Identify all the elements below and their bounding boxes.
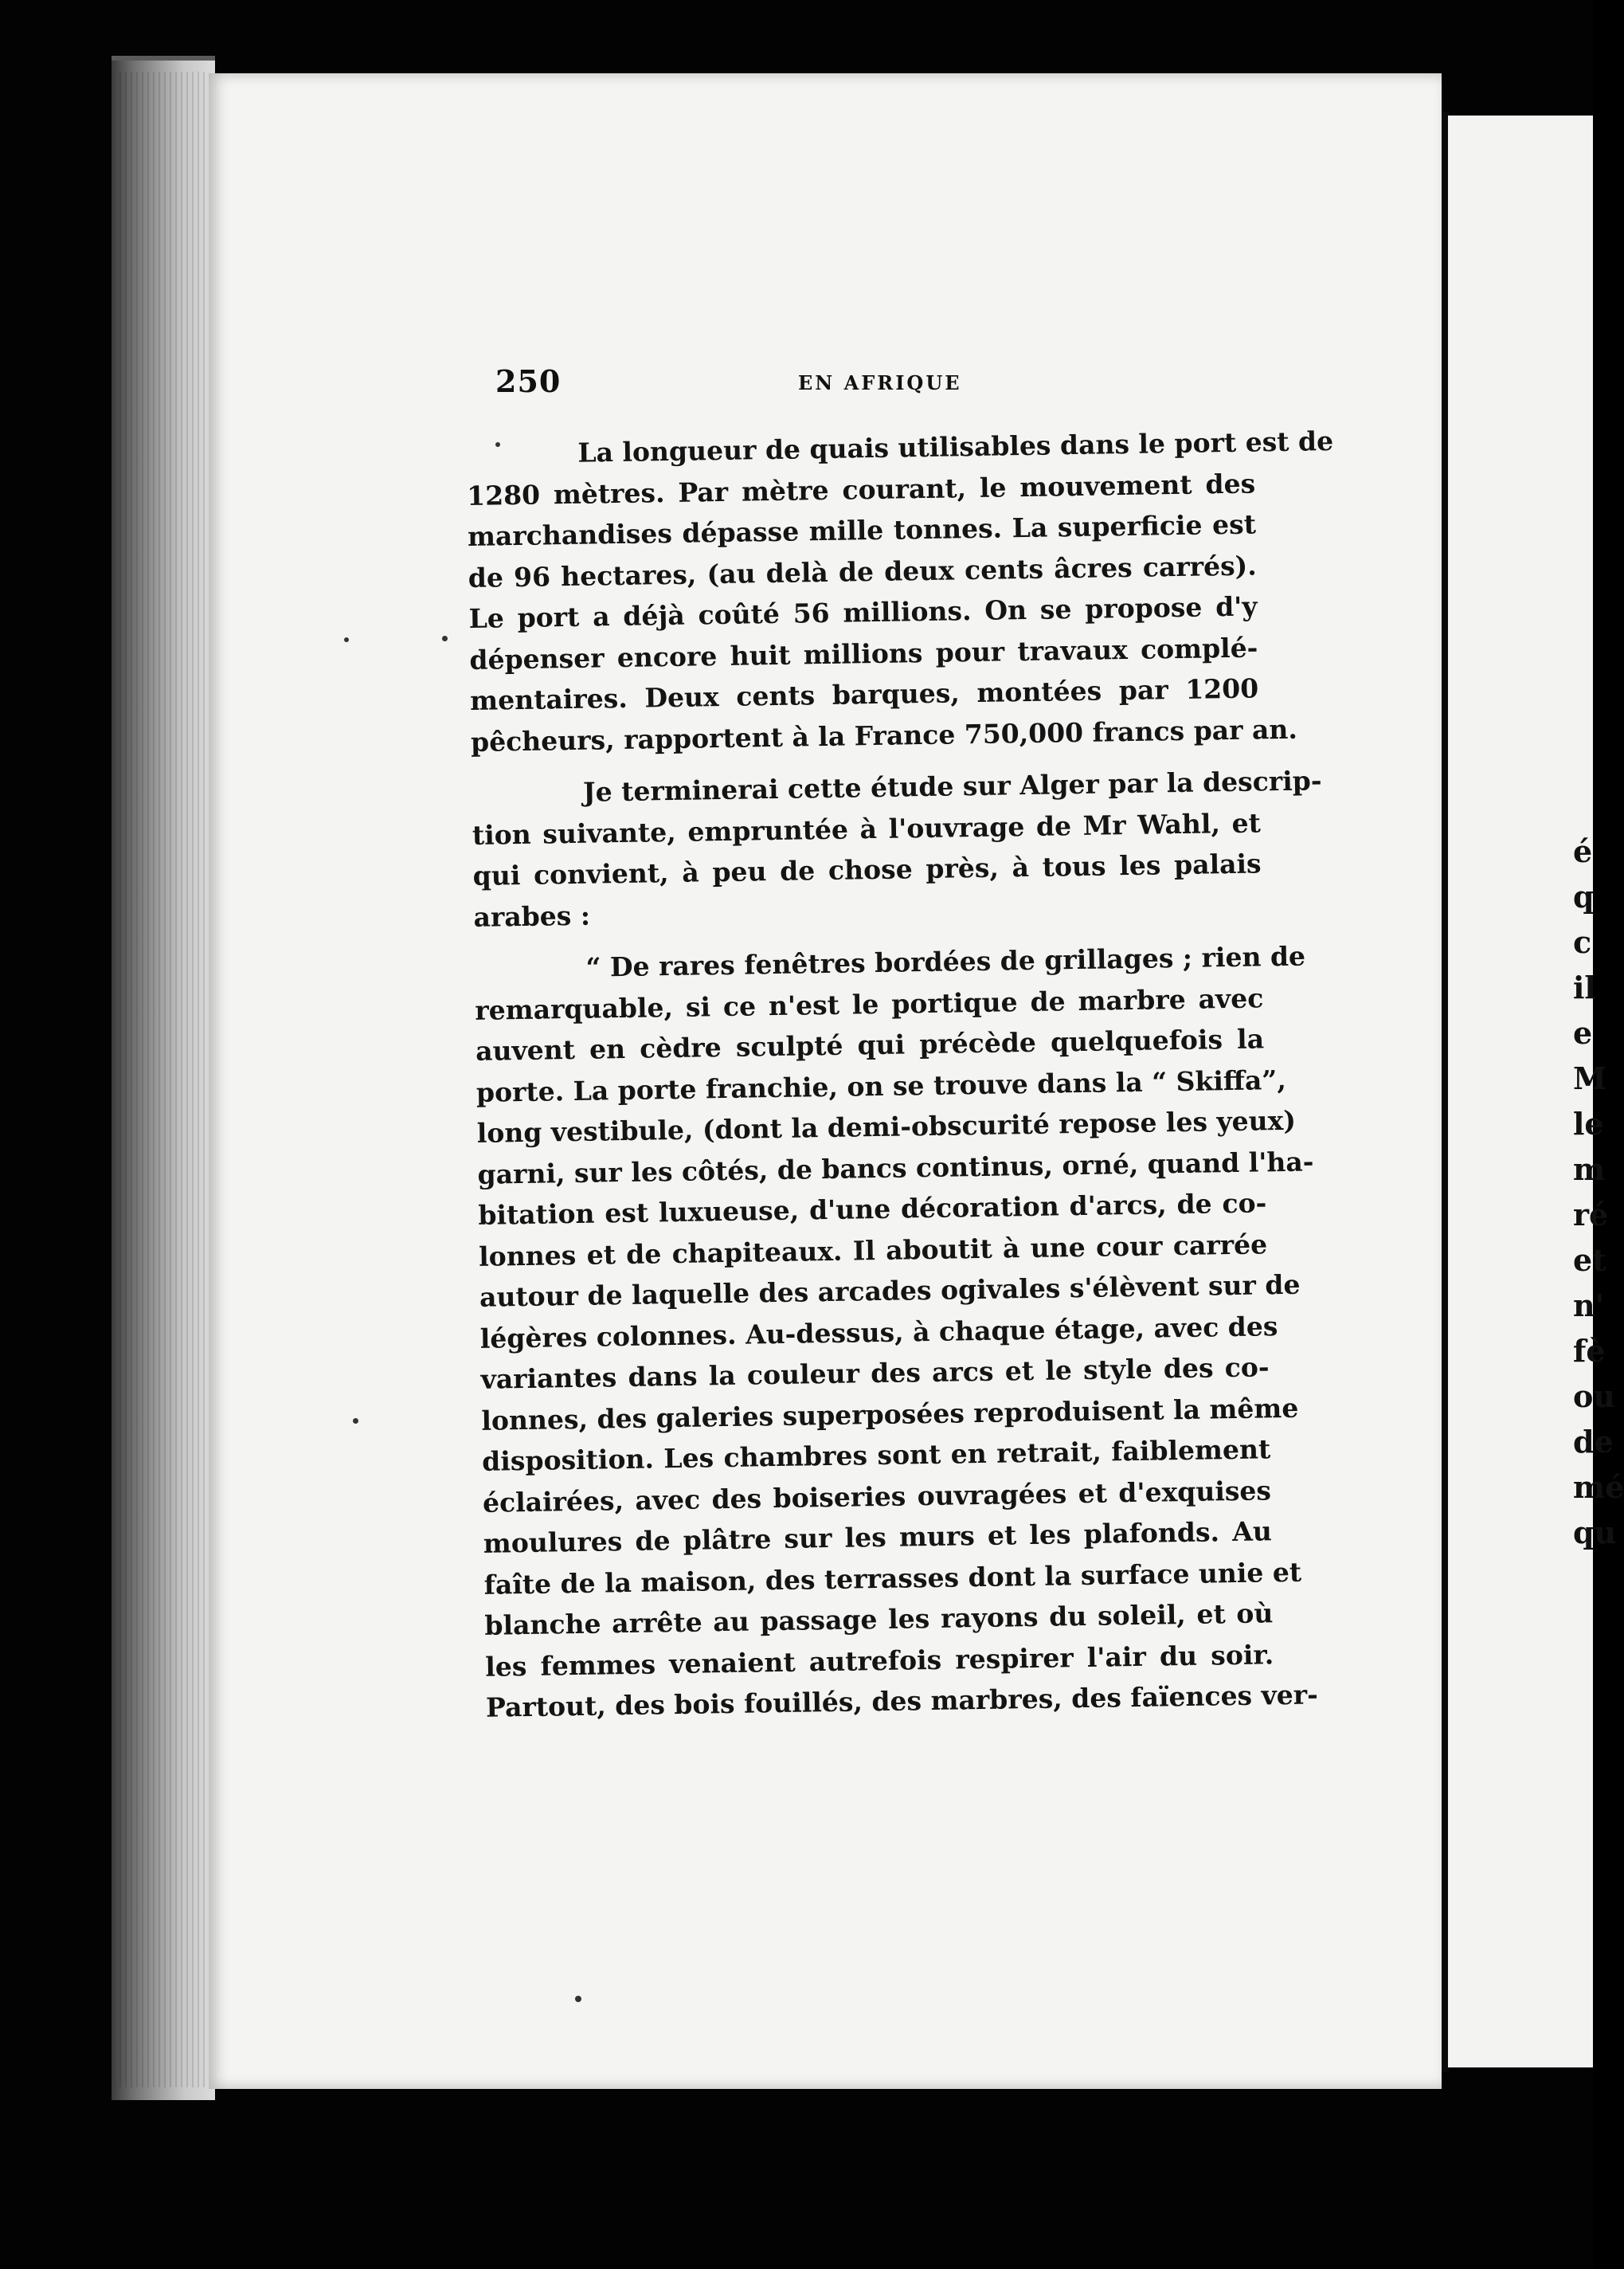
text-line: marchandises dépasse mille tonnes. La superficie est xyxy=(467,508,1257,552)
paragraph xyxy=(466,421,1334,762)
facing-page-letter: q xyxy=(1573,879,1595,915)
text-line: lonnes, des galeries superposées reproduisent la même xyxy=(481,1392,1299,1436)
facing-page-letter: m xyxy=(1573,1151,1606,1187)
facing-page-letter: ré xyxy=(1573,1197,1609,1232)
text-line: disposition. Les chambres sont en retrait, faiblement xyxy=(481,1433,1271,1477)
text-line: bitation est luxueuse, d'une décoration d'arcs, de co- xyxy=(478,1187,1267,1231)
text-line: Je terminerai cette étude sur Alger par la descrip- xyxy=(582,765,1322,808)
dust-speck xyxy=(575,1996,581,2002)
text-line: Partout, des bois fouillés, des marbres, des faïences ver- xyxy=(485,1679,1319,1723)
text-line: autour de laquelle des arcades ogivales s'élèvent sur de xyxy=(479,1268,1301,1313)
text-line: auvent en cèdre sculpté qui précède quelquefois la xyxy=(475,1023,1265,1067)
text-line: tion suivante, empruntée à l'ouvrage de Mr Wahl, et xyxy=(472,806,1262,851)
text-line: blanche arrête au passage les rayons du soleil, et où xyxy=(484,1597,1274,1641)
dust-speck xyxy=(442,636,448,641)
paragraph xyxy=(472,761,1322,938)
facing-page-fragments xyxy=(1573,829,1624,1555)
text-line: porte. La porte franchie, on se trouve dans la “ Skiffa”, xyxy=(475,1064,1287,1108)
text-line: pêcheurs, rapportent à la France 750,000 francs par an. xyxy=(470,713,1298,758)
text-line: Le port a déjà coûté 56 millions. On se propose d'y xyxy=(468,590,1258,634)
text-line: les femmes venaient autrefois respirer l'air du soir. xyxy=(484,1638,1274,1683)
text-line: 1280 mètres. Par mètre courant, le mouvement des xyxy=(466,467,1256,511)
facing-page-letter: et xyxy=(1573,1242,1606,1278)
running-title: EN AFRIQUE xyxy=(798,371,962,394)
text-line: “ De rares fenêtres bordées de grillages ; rien de xyxy=(585,940,1306,983)
dust-speck xyxy=(495,442,500,447)
facing-page-letter: fè xyxy=(1573,1333,1606,1369)
page-header xyxy=(495,363,1260,411)
text-line: de 96 hectares, (au delà de deux cents âcres carrés). xyxy=(468,549,1258,594)
facing-page-letter: é xyxy=(1573,833,1593,869)
text-line: éclairées, avec des boiseries ouvragées et d'exquises xyxy=(482,1474,1272,1519)
text-line: long vestibule, (dont la demi-obscurité repose les yeux) xyxy=(476,1104,1297,1149)
facing-page-letter: il xyxy=(1573,970,1596,1005)
facing-page-letter: ou xyxy=(1573,1378,1615,1414)
facing-page-letter: n' xyxy=(1573,1287,1605,1323)
dust-speck xyxy=(353,1418,358,1424)
facing-page-letter: c xyxy=(1573,924,1592,960)
text-line: faîte de la maison, des terrasses dont la surface unie et xyxy=(483,1556,1302,1601)
text-line: mentaires. Deux cents barques, montées par 1200 xyxy=(469,672,1259,716)
text-line: arabes : xyxy=(473,899,591,933)
page-number: 250 xyxy=(495,363,562,399)
paragraph xyxy=(474,936,1319,1728)
text-line: lonnes et de chapiteaux. Il aboutit à une cour carrée xyxy=(478,1228,1268,1272)
text-line: dépenser encore huit millions pour travaux complé- xyxy=(469,631,1258,676)
facing-page-letter: qu xyxy=(1573,1515,1617,1550)
text-line: remarquable, si ce n'est le portique de marbre avec xyxy=(475,982,1264,1026)
text-line: moulures de plâtre sur les murs et les plafonds. Au xyxy=(483,1515,1273,1559)
text-line: La longueur de quais utilisables dans le port est de xyxy=(577,425,1334,468)
text-line: qui convient, à peu de chose près, à tous les palais xyxy=(472,848,1262,892)
facing-page-letter: mé xyxy=(1573,1469,1624,1505)
facing-page-letter: e xyxy=(1573,1015,1593,1051)
text-line: garni, sur les côtés, de bancs continus, orné, quand l'ha- xyxy=(477,1145,1314,1190)
dust-speck xyxy=(344,637,349,642)
text-line: variantes dans la couleur des arcs et le style des co- xyxy=(480,1351,1270,1395)
facing-page-letter: M xyxy=(1573,1060,1607,1096)
facing-page-letter: de xyxy=(1573,1424,1614,1460)
text-line: légères colonnes. Au-dessus, à chaque étage, avec des xyxy=(479,1310,1278,1354)
page-stack-lines xyxy=(119,72,207,2087)
body-text xyxy=(466,421,1334,1728)
facing-page-letter: le xyxy=(1573,1106,1604,1142)
